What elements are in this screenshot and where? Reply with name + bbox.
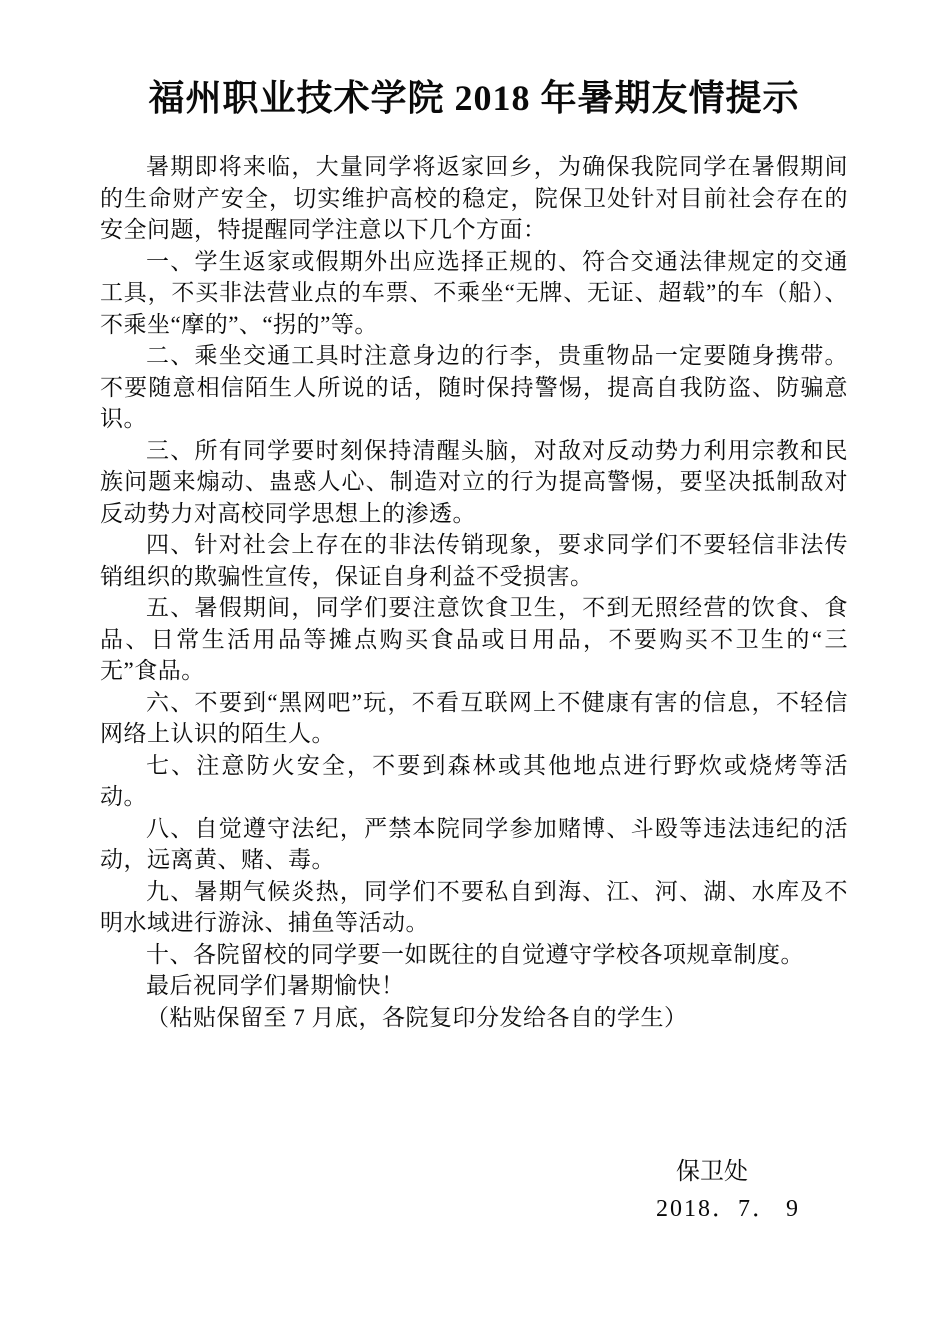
closing-line: 最后祝同学们暑期愉快！ [146, 973, 405, 998]
distribution-note: （粘贴保留至 7 月底，各院复印分发给各自的学生） [146, 1004, 688, 1030]
document-title: 福州职业技术学院 2018 年暑期友情提示 [148, 78, 800, 118]
notice-item-2: 二、乘坐交通工具时注意身边的行李，贵重物品一定要随身携带。不要随意相信陌生人所说的话，随时保持警惕，提高自我防盗、防骗意识。 [100, 343, 848, 431]
notice-item-10: 十、各院留校的同学要一如既往的自觉遵守学校各项规章制度。 [146, 941, 804, 967]
signature-department: 保卫处 [676, 1159, 748, 1185]
signature-block [100, 1155, 848, 1229]
notice-item-8: 八、自觉遵守法纪，严禁本院同学参加赌博、斗殴等违法违纪的活动，远离黄、赌、毒。 [100, 815, 848, 872]
notice-item-9: 九、暑期气候炎热，同学们不要私自到海、江、河、湖、水库及不明水域进行游泳、捕鱼等活动。 [100, 878, 848, 935]
notice-item-3: 三、所有同学要时刻保持清醒头脑，对敌对反动势力利用宗教和民族问题来煽动、蛊惑人心、制造对立的行为提高警惕，要坚决抵制敌对反动势力对高校同学思想上的渗透。 [100, 437, 848, 526]
signature-date: 2018．7． 9 [656, 1196, 800, 1222]
notice-item-1: 一、学生返家或假期外出应选择正规的、符合交通法律规定的交通工具，不买非法营业点的车票、不乘坐“无牌、无证、超载”的车（船）、不乘坐“摩的”、“拐的”等。 [100, 248, 848, 337]
notice-item-6: 六、不要到“黑网吧”玩，不看互联网上不健康有害的信息，不轻信网络上认识的陌生人。 [100, 689, 848, 746]
notice-item-5: 五、暑假期间，同学们要注意饮食卫生，不到无照经营的饮食、食品、日常生活用品等摊点购买食品或日用品，不要购买不卫生的“三无”食品。 [100, 595, 848, 683]
intro-paragraph: 暑期即将来临，大量同学将返家回乡，为确保我院同学在暑假期间的生命财产安全，切实维护高校的稳定，院保卫处针对目前社会存在的安全问题，特提醒同学注意以下几个方面： [100, 154, 848, 242]
notice-item-7: 七、注意防火安全，不要到森林或其他地点进行野炊或烧烤等活动。 [100, 752, 848, 809]
notice-item-4: 四、针对社会上存在的非法传销现象，要求同学们不要轻信非法传销组织的欺骗性宣传，保证自身利益不受损害。 [100, 532, 848, 589]
